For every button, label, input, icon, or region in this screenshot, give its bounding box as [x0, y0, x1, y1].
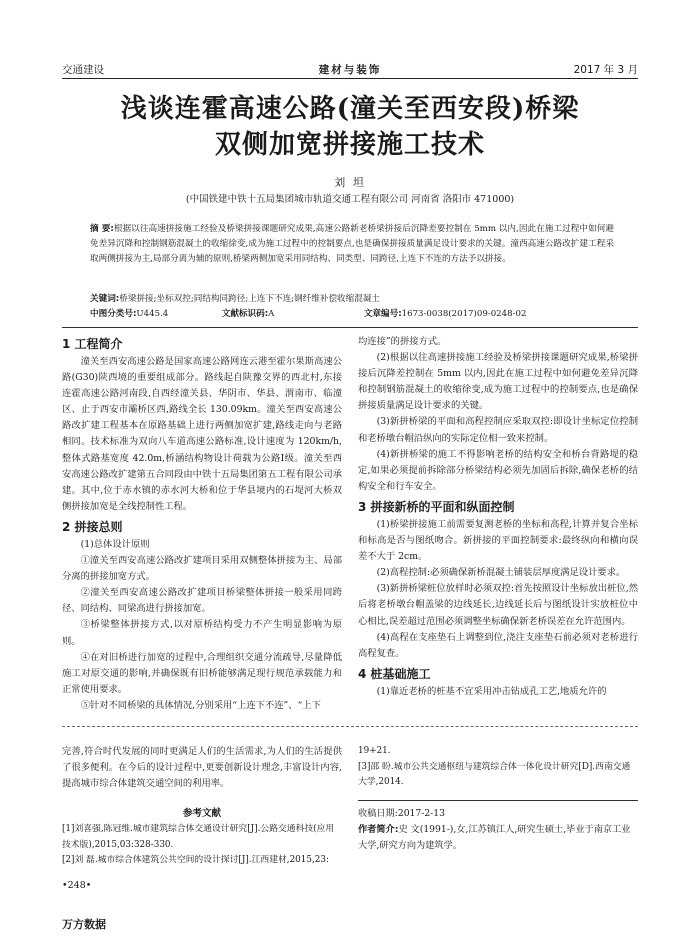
article-no-label: 文章编号:: [363, 309, 402, 319]
paragraph: ⑤针对不同桥梁的具体情况,分别采用“上连下不连”、“上下: [80, 699, 321, 711]
info-rule: [358, 800, 638, 801]
author-affiliation: (中国铁建中铁十五局集团城市轨道交通工程有限公司 河南省 洛阳市 471000): [185, 194, 515, 205]
received-date: 收稿日期:2017-2-13: [358, 808, 445, 819]
references-continued: [358, 744, 638, 791]
section-4-heading: 4 桩基础施工: [358, 666, 431, 681]
paragraph: (2)高程控制:必须确保新桥混凝土铺装层厚度满足设计要求。: [376, 567, 626, 579]
article-no-value: 1673-0038(2017)09-0248-02: [401, 309, 527, 319]
abstract: [90, 222, 614, 268]
paragraph: 完善,符合时代发展的同时更满足人们的生活需求,为人们的生活提供了很多便利。在今后的设计过程中,更要创新设计理念,丰富设计内容,提高城市综合体建筑交通空间的利用率。: [62, 746, 342, 790]
clc-label: 中图分类号:: [90, 309, 137, 319]
article-separator: [62, 726, 638, 727]
journal-name: 建材与装饰: [318, 64, 382, 76]
running-header-left: 交通建设: [62, 64, 104, 76]
author-bio-text: 史 文(1991-),女,江苏镇江人,研究生硕士,毕业于南京工业大学,研究方向为建筑学。: [358, 824, 631, 851]
paragraph: ①潼关至西安高速公路改扩建项目采用双侧整体拼接为主、局部分离的拼接加宽方式。: [62, 555, 342, 583]
paragraph: (3)新拼桥梁桩位放样时必须双控:首先按照设计坐标放出桩位,然后将老桥墩台帽盖梁的边线延长,边线延长后与图纸设计实放桩位中心相比,误差超过范围必须调整坐标确保新老桥误差在允许范围内。: [358, 583, 638, 627]
paragraph: ④在对旧桥进行加宽的过程中,合理组织交通分流疏导,尽量降低施工对原交通的影响,并确保既有旧桥能够满足现行规范承载能力和正常使用要求。: [62, 651, 342, 695]
left-column: [62, 334, 342, 714]
running-header-date: 2017 年 3 月: [573, 64, 638, 76]
author-bio-label: 作者简介:: [358, 824, 399, 835]
section-3-heading: 3 拼接新桥的平面和纵面控制: [358, 499, 515, 514]
paragraph: (4)高程在支座垫石上调整到位,浇注支座垫石前必须对老桥进行高程复查。: [358, 631, 638, 659]
references-list: [62, 822, 342, 869]
doc-code-value: A: [268, 309, 275, 319]
keywords: [90, 292, 614, 307]
paragraph: ②潼关至西安高速公路改扩建项目桥梁整体拼接一般采用同跨径、同结构、同梁高进行拼接加宽。: [62, 587, 342, 615]
paragraph: (2)根据以往高速拼接施工经验及桥梁拼接课题研究成果,桥梁拼接后沉降差控制在 5mm 以内,因此在施工过程中如何避免差异沉降和控制钢筋混凝土的收缩徐变,成为施工过程中的控制要点,也是确保拼接质量满足设计要求的关键。: [358, 352, 638, 412]
source-logo: 万方数据: [62, 918, 106, 931]
paragraph: 潼关至西安高速公路是国家高速公路网连云港至霍尔果斯高速公路(G30)陕西境的重要组成部分。路线起自陕豫交界的西北村,东接连霍高速公路河南段,自西经潼关县、华阴市、华县、渭南市、临潼区、止于西安市灞桥区西,路线全长 130.09km。潼关至西安高速公路改扩建工程基本在原路基础上进行两侧加宽扩建,路线走向与老路相同。技术标准为双向八车道高速公路标准,设计速度为 120km/h,整体式路基宽度 42.0m,桥涵结构物设计荷载为公路Ⅰ级。潼关至西安高速公路改扩建第五合同段由中铁十五局集团第五工程有限公司承建。其中,位于赤水镇的赤水河大桥和位于华县境内的石堤河大桥双侧拼接加宽是全线控制性工程。: [62, 356, 342, 512]
previous-article-tail: [62, 744, 342, 792]
section-2-heading: 2 拼接总则: [62, 519, 123, 534]
article-title-line1: 浅谈连霍高速公路(潼关至西安段)桥梁: [120, 94, 580, 124]
reference-item: [3]邵 盼.城市公共交通枢纽与建筑综合体一体化设计研究[D].西南交通大学,2014.: [358, 761, 631, 787]
keywords-text: 桥梁拼接;坐标双控;同结构同跨径;上连下不连;钢纤维补偿收缩混凝土: [119, 294, 381, 304]
classification-line: [90, 307, 614, 322]
paragraph: (4)新拼桥梁的施工不得影响老桥的结构安全和桥台背路堤的稳定,如果必须提前拆除部分桥梁结构必须先加固后拆除,确保老桥的结构安全和行车安全。: [358, 448, 638, 492]
article-info: [358, 806, 638, 854]
abstract-text: 根据以往高速拼接施工经验及桥梁拼接课题研究成果,高速公路新老桥梁拼接后沉降差要控制在 5mm 以内,因此在施工过程中如何避免差异沉降和控制钢筋混凝土的收缩徐变,成为施工过程中的控制要点,也是确保拼接质量满足设计要求的关键。潼西高速公路改扩建工程采取两侧拼接为主,局部分离为辅的原则,桥梁两侧加宽采用同结构、同类型、同跨径,上连下不连的方法予以拼接。: [90, 224, 614, 265]
paragraph: (1)靠近老桥的桩基不宜采用冲击钻成孔工艺,地质允许的: [376, 685, 607, 697]
abstract-rule: [62, 327, 638, 328]
paragraph: (1)总体设计原则: [80, 538, 150, 550]
clc-value: U445.4: [136, 309, 169, 319]
keywords-label: 关键词:: [90, 294, 120, 304]
header-rule: [62, 78, 638, 79]
references-heading: 参考文献: [182, 808, 221, 819]
reference-item: 19+21.: [358, 746, 391, 756]
article-title-line2: 双侧加宽拼接施工技术: [214, 130, 485, 160]
reference-item: [2]刘 磊.城市综合体建筑公共空间的设计探讨[J].江西建材,2015,23:: [62, 855, 329, 865]
author-name: 刘 坦: [334, 176, 366, 189]
doc-code-label: 文献标识码:: [221, 309, 269, 319]
author-bio: [358, 822, 638, 854]
abstract-label: 摘 要:: [90, 224, 114, 234]
reference-item: [1]刘喜强,陈冠维.城市建筑综合体交通设计研究[J].公路交通科技(应用技术版),2015,03:328-330.: [62, 824, 335, 850]
section-1-heading: 1 工程简介: [62, 337, 123, 351]
paragraph: (3)新拼桥梁的平面和高程控制应采取双控:即设计坐标定位控制和老桥墩台帽沿纵向的实际定位相一致来控制。: [358, 416, 638, 444]
paragraph: ③桥梁整体拼接方式,以对原桥结构受力不产生明显影响为原则。: [62, 619, 342, 647]
right-column: [358, 334, 638, 700]
paragraph: 均连接”的拼接方式。: [358, 336, 447, 347]
page-number: •248•: [62, 880, 92, 891]
paragraph: (1)桥梁拼接施工前需要复测老桥的坐标和高程,计算并复合坐标和标高是否与图纸吻合。新拼接的平面控制要求:最终纵向和横向误差不大于 2cm。: [358, 518, 638, 563]
